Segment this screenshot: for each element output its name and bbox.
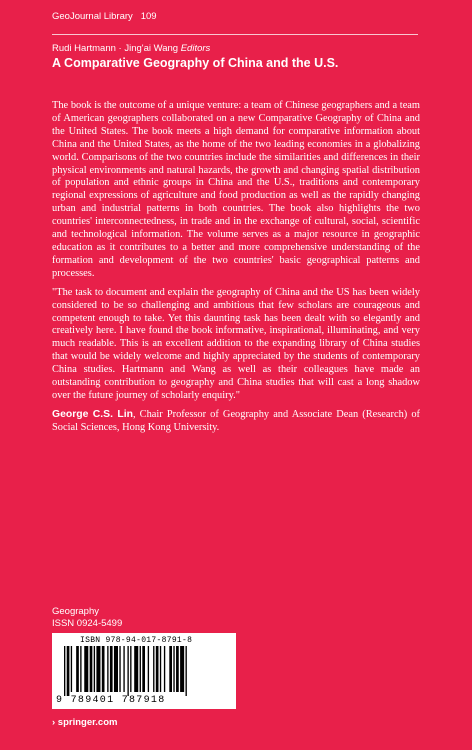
- series-issn: ISSN 0924-5499: [52, 618, 123, 629]
- editors-role: Editors: [180, 43, 211, 54]
- isbn-label: ISBN 978-94-017-8791-8: [80, 636, 193, 645]
- publisher-website: › springer.com: [52, 717, 118, 728]
- book-title: A Comparative Geography of China and the U.S.: [52, 56, 339, 70]
- endorser-name: George C.S. Lin: [52, 408, 133, 420]
- series-name: GeoJournal Library: [52, 11, 133, 22]
- isbn-barcode: [52, 633, 236, 709]
- endorsement-attribution: [52, 409, 420, 435]
- editors-line: [52, 43, 210, 54]
- back-cover-blurb: [52, 100, 420, 441]
- series-number: 109: [140, 11, 157, 22]
- editors-names: Rudi Hartmann · Jing'ai Wang: [52, 43, 179, 54]
- header-rule: [52, 34, 418, 35]
- subject-info: [52, 606, 122, 630]
- series-line: [52, 11, 157, 22]
- endorser-title: , Chair Professor of Geography and Associate Dean (Research) of Social Sciences, Hong Kong University.: [52, 408, 420, 433]
- barcode-bars: [64, 646, 226, 696]
- subject-category: Geography: [52, 606, 100, 617]
- endorsement-quote: "The task to document and explain the geography of China and the US has been widely considered to be so challenging and ambitious that few scholars are courageous and competent enough to take. Yet this daunting task has been dealt with so elegantly and creatively here. I have found the book informative, inspirational, illuminating, and very much readable. This is an excellent addition to the expanding library of China studies that would be widely welcome and highly appreciated by the students of contemporary China studies. Hartmann and Wang as well as their colleagues have made an outstanding contribution to geography and China studies that will cast a long shadow over the future journey of scholarly enquiry.": [52, 286, 420, 401]
- book-description: The book is the outcome of a unique venture: a team of Chinese geographers and a team of American geographers collaborated on a new Comparative Geography of China and the United States. The book meets a high demand for comparative information about China and the United States, as the home of the two leading economies in a globalizing world. Comparisons of the two countries include the similarities and differences in their physical environments and natural hazards, the growth and changing spatial distribution of population and ethnic groups in China and the U.S., traditions and contemporary regional expressions of agriculture and food production as well as the rapidly changing urban and industrial patterns in both countries. The book also highlights the two countries' interconnectedness, in trade and in the exchange of cultural, social, scientific and technological information. The volume serves as a major resource in geographic education as it contributes to a better and more comprehensive understanding of the formation and development of the two countries' basic geographical patterns and processes.: [52, 100, 420, 279]
- barcode-digits: 9 789401 787918: [56, 695, 166, 706]
